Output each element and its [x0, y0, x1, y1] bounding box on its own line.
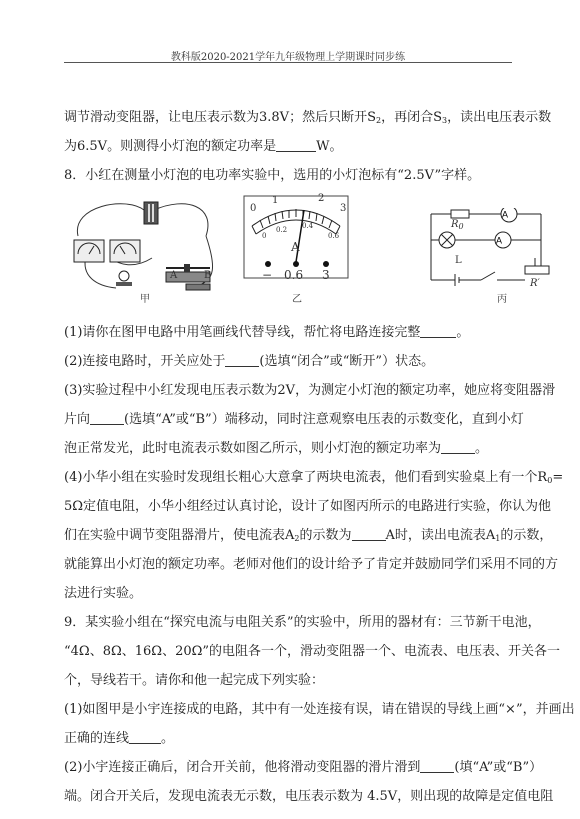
- dial-ticks: [252, 209, 340, 234]
- answer-blank[interactable]: [352, 527, 386, 541]
- rheostat-symbol-icon: [525, 266, 549, 274]
- scale-top-0: 0: [250, 203, 257, 214]
- terminal-0-6: 0.6: [284, 268, 304, 282]
- end-label-b: B: [204, 270, 212, 281]
- q9-line-5: 正确的连线 。: [64, 731, 175, 746]
- svg-text:A: A: [501, 209, 509, 220]
- q8-part-3-line-1: (3)实验过程中小红发现电压表示数为2V，为测定小灯泡的额定功率，她应将变阻器滑: [64, 383, 556, 398]
- scale-top-1: 1: [272, 195, 279, 206]
- q8-part-4-line-4: 就能算出小灯泡的额定功率。老师对他们的设计给予了肯定并鼓励同学们采用不同的方: [64, 557, 559, 572]
- answer-blank[interactable]: [420, 759, 454, 773]
- scale-bottom-1: 0.2: [276, 226, 288, 234]
- switch-symbol-icon: [481, 272, 495, 280]
- q8-part-4-line-1: (4)小华小组在实验时发现组长粗心大意拿了两块电流表，他们看到实验桌上有一个$R_0=$: [64, 470, 564, 485]
- intro-line-2: 为6.5V。则测得小灯泡的额定功率是 W。: [64, 139, 343, 154]
- q9-line-6: (2)小宇连接正确后，闭合开关前，他将滑动变阻器的滑片滑到 (填“A”或“B”）: [64, 760, 543, 775]
- scale-top-3: 3: [340, 203, 347, 214]
- terminal-dot: [293, 261, 299, 267]
- meter-letter: A: [291, 240, 300, 254]
- answer-blank[interactable]: [441, 440, 475, 454]
- q9-line-7: 端。闭合开关后，发现电流表无示数，电压表示数为 4.5V，则出现的故障是定值电阻: [64, 789, 554, 804]
- scale-bottom-0: 0: [262, 232, 267, 240]
- q8-part-4-line-3: 们在实验中调节变阻器滑片，使电流表$A_2$的示数为 A时，读出电流表$A_1$的示数，: [64, 528, 553, 543]
- q9-line-4: (1)如图甲是小宇连接成的电路，其中有一处连接有误，请在错误的导线上画“×”，并画出: [64, 702, 575, 717]
- answer-blank[interactable]: [90, 411, 124, 425]
- ammeter-icon: [74, 240, 104, 262]
- resistor-icon: [451, 210, 469, 218]
- q8-part-4-line-2: 5Ω定值电阻，小华小组经过认真讨论，设计了如图丙所示的电路进行实验，你认为他: [64, 499, 552, 514]
- figure-caption-bing: 丙: [497, 294, 507, 305]
- figure-caption-yi: 乙: [292, 294, 302, 305]
- answer-blank[interactable]: [129, 730, 161, 744]
- header-divider: [64, 62, 512, 63]
- svg-text:A: A: [495, 235, 503, 246]
- terminal-dot: [323, 261, 329, 267]
- q9-line-3: 个，导线若干。请你和他一起完成下列实验：: [64, 673, 325, 688]
- voltmeter-icon: [110, 240, 140, 262]
- q8-part-1: (1)请你在图甲电路中用笔画线代替导线，帮忙将电路连接完整 。: [64, 325, 470, 340]
- q8-part-2: (2)连接电路时，开关应处于 (选填“闭合”或“断开”）状态。: [64, 354, 435, 369]
- q8-title: 8．小红在测量小灯泡的电功率实验中，选用的小灯泡标有“2.5V”字样。: [64, 168, 481, 183]
- q8-part-3-line-2: 片向 (选填“A”或“B”）端移动，同时注意观察电压表的示数变化，直到小灯: [64, 412, 524, 427]
- scale-bottom-2: 0.4: [302, 222, 314, 230]
- scale-bottom-3: 0.6: [328, 232, 340, 240]
- end-label-a: A: [170, 270, 178, 281]
- terminal-neg: −: [262, 268, 273, 282]
- rprime-label: R′: [530, 278, 540, 289]
- scale-top-2: 2: [318, 193, 325, 204]
- terminal-dot: [265, 261, 271, 267]
- r0-label: $R_0$: [451, 219, 464, 231]
- needle: [296, 210, 304, 262]
- terminal-3: 3: [322, 268, 330, 282]
- q8-part-3-line-3: 泡正常发光，此时电流表示数如图乙所示，则小灯泡的额定功率为 。: [64, 441, 489, 456]
- answer-blank[interactable]: [225, 353, 259, 367]
- intro-line-1: 调节滑动变阻器，让电压表示数为3.8V；然后只断开$S_2$，再闭合$S_3$，读出电压表示数: [64, 110, 552, 125]
- q9-line-1: 9．某实验小组在“探究电流与电阻关系”的实验中，所用的器材有：三节新干电池，: [64, 615, 541, 630]
- answer-blank[interactable]: [420, 324, 456, 338]
- q9-line-2: “4Ω、8Ω、16Ω、20Ω”的电阻各一个，滑动变阻器一个、电流表、电压表、开关各一: [64, 644, 561, 659]
- battery-icon: [144, 202, 158, 224]
- page-header: 教科版2020-2021学年九年级物理上学期课时同步练: [170, 52, 406, 63]
- q8-part-4-line-5: 法进行实验。: [64, 586, 143, 601]
- lamp-icon: [116, 271, 132, 286]
- lamp-label: L: [455, 255, 462, 266]
- answer-blank[interactable]: [276, 138, 316, 152]
- figure-caption-jia: 甲: [140, 294, 150, 305]
- switch-icon: [186, 284, 210, 290]
